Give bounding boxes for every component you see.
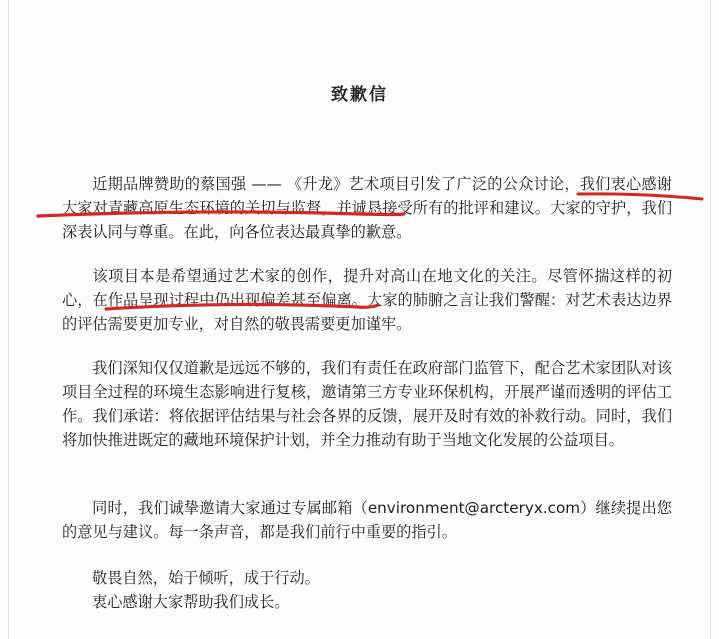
closing-line-1: 敬畏自然，始于倾听，成于行动。 [92, 569, 320, 587]
paragraph-4 [62, 496, 672, 544]
paragraph-2 [62, 264, 672, 336]
paragraph-3-text: 我们深知仅仅道歉是远远不够的，我们有责任在政府部门监管下，配合艺术家团队对该项目全过程的环境生态影响进行复核，邀请第三方专业环保机构，开展严谨而透明的评估工作。我们承诺：将依据评估结果与社会各界的反馈，展开及时有效的补救行动。同时，我们将加快推进既定的藏地环境保护计划，并全力推动有助于当地文化发展的公益项目。 [62, 359, 672, 449]
paragraph-3 [62, 356, 672, 452]
paragraph-1-text: 近期品牌赞助的蔡国强 —— 《升龙》艺术项目引发了广泛的公众讨论，我们衷心感谢大家对青藏高原生态环境的关切与监督，并诚恳接受所有的批评和建议。大家的守护，我们深表认同与尊重。在此，向各位表达最真挚的歉意。 [62, 175, 672, 241]
closing-block [92, 566, 320, 614]
closing-line-2: 衷心感谢大家帮助我们成长。 [92, 593, 290, 611]
letter-title: 致歉信 [331, 85, 388, 105]
paragraph-1 [62, 172, 672, 244]
paragraph-4-text: 同时，我们诚挚邀请大家通过专属邮箱（environment@arcteryx.com）继续提出您的意见与建议。每一条声音，都是我们前行中重要的指引。 [62, 499, 672, 541]
paragraph-2-text: 该项目本是希望通过艺术家的创作，提升对高山在地文化的关注。尽管怀揣这样的初心，在作品呈现过程中仍出现偏差甚至偏离。大家的肺腑之言让我们警醒：对艺术表达边界的评估需要更加专业，对自然的敬畏需要更加谨牢。 [62, 267, 672, 333]
